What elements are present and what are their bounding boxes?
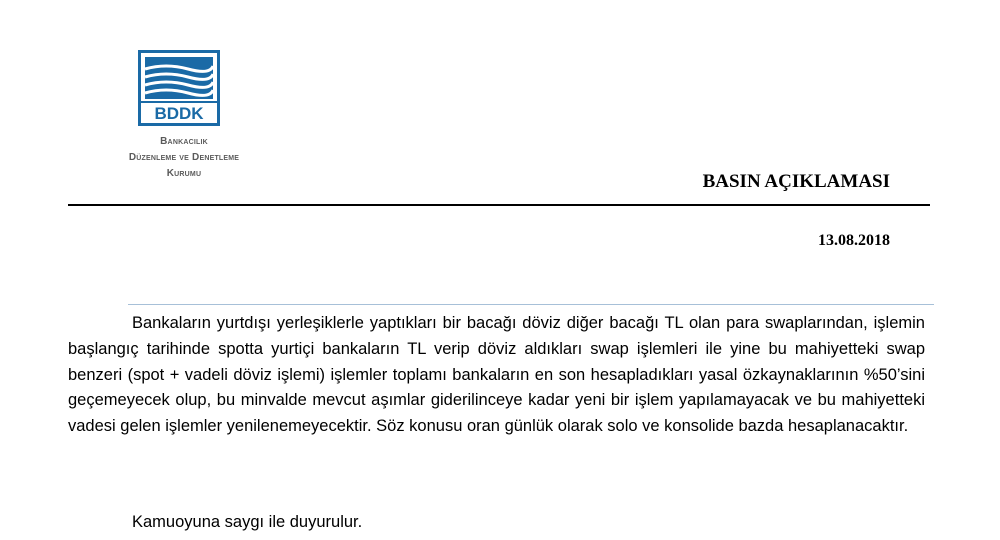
org-line-1: Bankacılık	[160, 136, 208, 147]
organization-name	[95, 134, 273, 182]
document-title: BASIN AÇIKLAMASI	[702, 171, 890, 192]
body-divider	[128, 304, 934, 305]
bddk-logo-icon	[138, 50, 220, 126]
closing-line: Kamuoyuna saygı ile duyurulur.	[132, 513, 363, 531]
org-line-3: Kurumu	[166, 168, 202, 179]
org-line-2: Düzenleme ve Denetleme	[128, 152, 240, 163]
document-date: 13.08.2018	[818, 232, 890, 249]
logo-text: BDDK	[154, 104, 204, 123]
body-paragraph: Bankaların yurtdışı yerleşiklerle yaptıkları bir bacağı döviz diğer bacağı TL olan para swaplarından, işlemin başlangıç tarihinde spotta yurtiçi bankaların TL verip döviz aldıkları swap işlemleri ile yine bu mahiyetteki swap benzeri (spot + vadeli döviz işlemi) işlemler toplamı bankaların en son hesapladıkları yasal özkaynaklarının %50’sini geçemeyecek olup, bu minvalde mevcut aşımlar giderilinceye kadar yeni bir işlem yapılamayacak ve bu mahiyetteki vadesi gelen işlemler yenilenemeyecektir. Söz konusu oran günlük olarak solo ve konsolide bazda hesaplanacaktır.	[68, 314, 925, 436]
header-divider	[68, 204, 930, 206]
